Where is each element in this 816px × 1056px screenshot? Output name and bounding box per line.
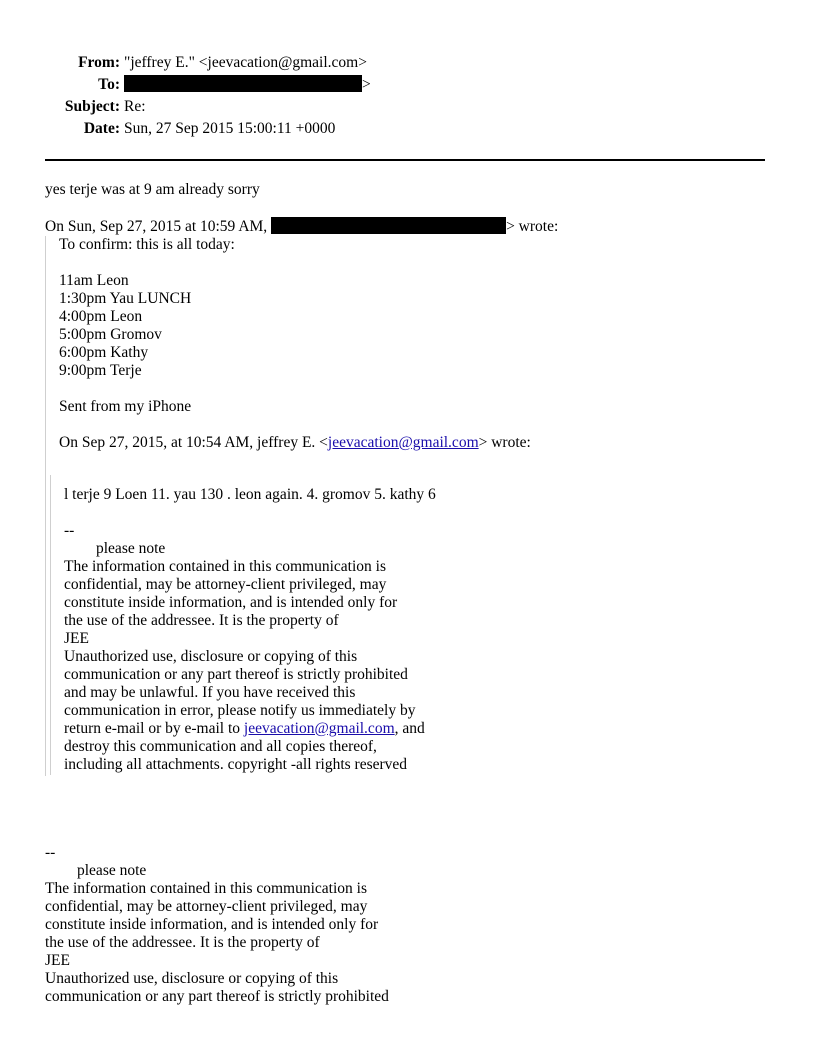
attribution-suffix: > wrote: — [478, 434, 531, 451]
header-divider — [45, 159, 765, 161]
schedule-item: 11am Leon — [59, 272, 129, 289]
email-link[interactable]: jeevacation@gmail.com — [327, 434, 479, 451]
from-row — [0, 53, 816, 75]
disclaimer-line: JEE — [45, 952, 70, 969]
signature-dashes: -- — [64, 522, 75, 539]
disclaimer-line: and may be unlawful. If you have received this — [64, 684, 356, 701]
to-value — [124, 75, 371, 95]
redaction-bar — [271, 217, 506, 234]
disclaimer-line: communication or any part thereof is strictly prohibited — [45, 988, 389, 1005]
schedule-item: 1:30pm Yau LUNCH — [59, 290, 192, 307]
reply-body — [45, 181, 785, 235]
disclaimer-line: The information contained in this communication is — [45, 880, 367, 897]
disclaimer-line: The information contained in this communication is — [64, 558, 386, 575]
iphone-signature: Sent from my iPhone — [59, 398, 192, 415]
schedule-item: 9:00pm Terje — [59, 362, 142, 379]
to-label: To: — [98, 76, 120, 93]
footer-disclaimer — [45, 844, 745, 1006]
date-value: Sun, 27 Sep 2015 15:00:11 +0000 — [124, 120, 336, 137]
schedule-note: l terje 9 Loen 11. yau 130 . leon again. 4. gromov 5. kathy 6 — [64, 486, 436, 503]
attribution-prefix: On Sun, Sep 27, 2015 at 10:59 AM, — [45, 218, 268, 235]
to-row — [0, 75, 816, 97]
redaction-bar — [124, 75, 362, 92]
disclaimer-line: the use of the addressee. It is the property of — [45, 934, 320, 951]
disclaimer-line: JEE — [64, 630, 89, 647]
disclaimer-line: communication in error, please notify us immediately by — [64, 702, 416, 719]
subject-value: Re: — [124, 98, 146, 115]
please-note: please note — [96, 540, 166, 557]
from-value: "jeffrey E." <jeevacation@gmail.com> — [124, 54, 367, 71]
return-prefix: return e-mail or by e-mail to — [64, 720, 244, 737]
signature-dashes: -- — [45, 844, 56, 861]
disclaimer-line: communication or any part thereof is strictly prohibited — [64, 666, 408, 683]
subject-label: Subject: — [64, 98, 120, 115]
please-note: please note — [77, 862, 147, 879]
disclaimer-line: including all attachments. copyright -all rights reserved — [64, 756, 408, 773]
confirm-intro: To confirm: this is all today: — [59, 236, 235, 253]
disclaimer-line: confidential, may be attorney-client privileged, may — [64, 576, 387, 593]
subject-row — [0, 97, 816, 119]
disclaimer-line: confidential, may be attorney-client privileged, may — [45, 898, 368, 915]
disclaimer-line: Unauthorized use, disclosure or copying of this — [64, 648, 358, 665]
schedule-item: 5:00pm Gromov — [59, 326, 162, 343]
disclaimer-line: constitute inside information, and is intended only for — [64, 594, 398, 611]
date-label: Date: — [83, 120, 120, 137]
email-header — [0, 53, 816, 141]
reply-line: yes terje was at 9 am already sorry — [45, 181, 260, 198]
email-link[interactable]: jeevacation@gmail.com — [243, 720, 395, 737]
disclaimer-line: constitute inside information, and is intended only for — [45, 916, 379, 933]
to-suffix: > — [362, 76, 371, 93]
attribution-prefix: On Sep 27, 2015, at 10:54 AM, jeffrey E. < — [59, 434, 328, 451]
disclaimer-line: Unauthorized use, disclosure or copying of this — [45, 970, 339, 987]
quoted-message-2 — [50, 475, 650, 775]
attribution-suffix: > wrote: — [506, 218, 559, 235]
disclaimer-line: the use of the addressee. It is the property of — [64, 612, 339, 629]
from-label: From: — [78, 54, 120, 71]
reply-attribution — [45, 217, 785, 235]
return-suffix: , and — [394, 720, 425, 737]
schedule-item: 6:00pm Kathy — [59, 344, 149, 361]
schedule-item: 4:00pm Leon — [59, 308, 143, 325]
quote-attribution — [59, 434, 745, 452]
disclaimer-line: destroy this communication and all copies thereof, — [64, 738, 377, 755]
disclaimer-line — [64, 720, 650, 738]
date-row — [0, 119, 816, 141]
